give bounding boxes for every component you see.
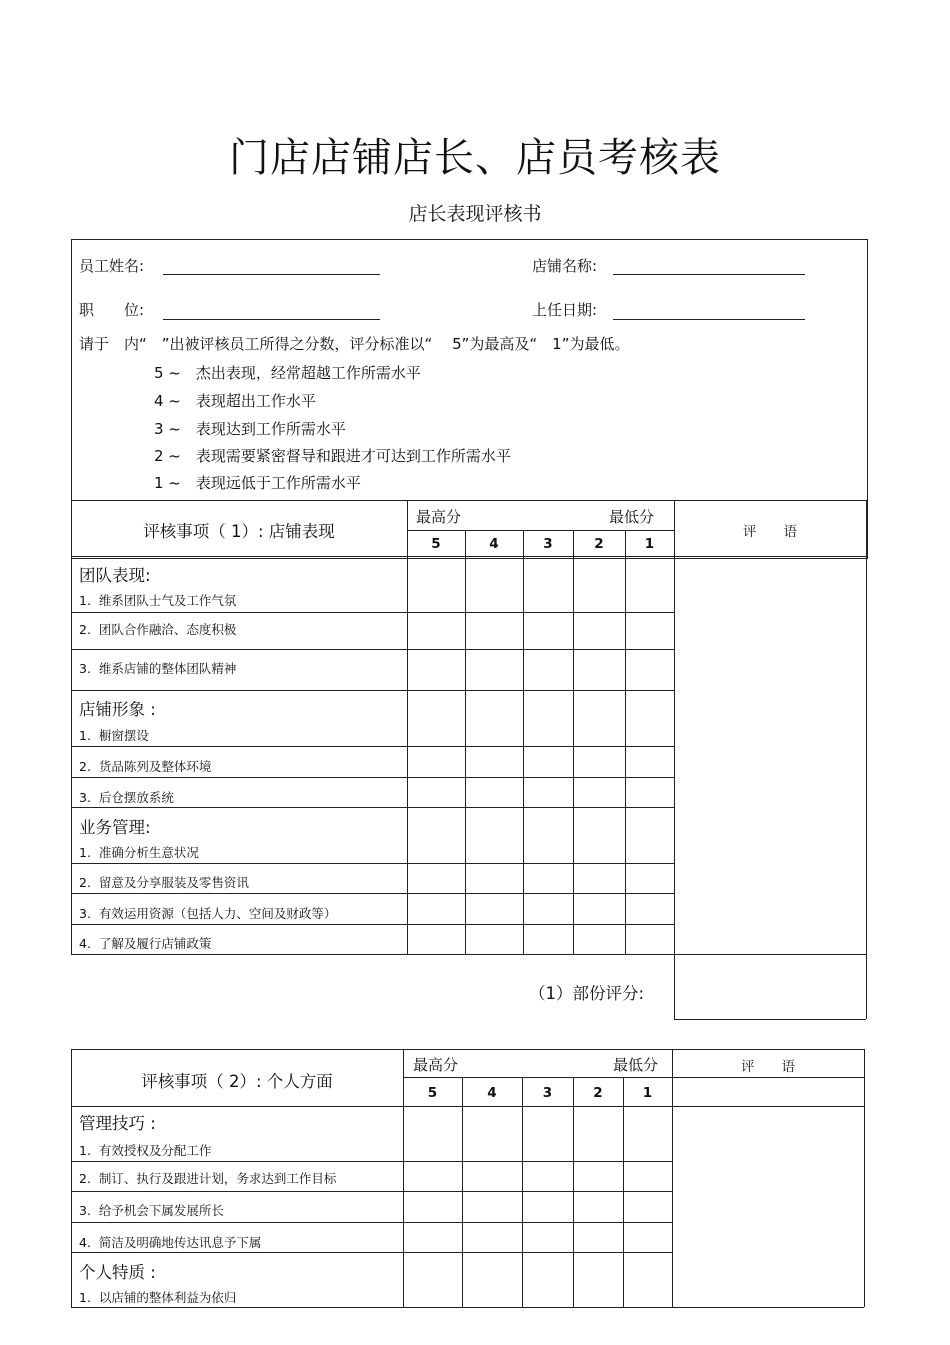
- start-date-field[interactable]: [613, 319, 805, 320]
- criterion-label: 4. 简洁及明确地传达讯息予下属: [79, 1235, 262, 1250]
- criterion-label: 3. 维系店铺的整体团队精神: [79, 661, 237, 676]
- employee-name-field[interactable]: [163, 274, 380, 275]
- score-header-5: 5: [431, 536, 441, 552]
- criterion-label: 2. 留意及分享服装及零售资讯: [79, 875, 249, 890]
- start-date-label: 上任日期:: [532, 301, 598, 319]
- score-header-3: 3: [542, 1085, 553, 1101]
- criterion-label: 1. 橱窗摆设: [79, 728, 149, 743]
- criterion-label: 2. 团队合作融洽、态度积极: [79, 622, 237, 637]
- score-header-5: 5: [427, 1085, 438, 1101]
- score-header-1: 1: [642, 1085, 653, 1101]
- criterion-label: 4. 了解及履行店铺政策: [79, 936, 212, 951]
- section1-subtotal-label: （1）部份评分:: [529, 984, 645, 1003]
- criterion-label: 3. 后仓摆放系统: [79, 790, 174, 805]
- store-name-field[interactable]: [613, 274, 805, 275]
- criterion-label: 1. 维系团队士气及工作气氛: [79, 593, 237, 608]
- comment-header: 评 语: [743, 524, 797, 540]
- criterion-label: 2. 制订、执行及跟进计划，务求达到工作目标: [79, 1171, 337, 1186]
- score-header-2: 2: [593, 1085, 603, 1101]
- min-score-label: 最低分: [613, 1056, 659, 1074]
- scale-item: 4 ~ 表现超出工作水平: [154, 392, 316, 410]
- criterion-label: 1. 准确分析生意状况: [79, 845, 199, 860]
- score-header-3: 3: [543, 536, 553, 552]
- group-title: 团队表现:: [79, 566, 151, 585]
- scale-item: 2 ~ 表现需要紧密督导和跟进才可达到工作所需水平: [154, 447, 511, 465]
- scale-item: 1 ~ 表现远低于工作所需水平: [154, 474, 361, 492]
- score-header-2: 2: [594, 536, 604, 552]
- criterion-label: 3. 有效运用资源（包括人力、空间及财政等）: [79, 906, 337, 921]
- page-title: 门店店铺店长、店员考核表: [229, 135, 721, 181]
- score-header-4: 4: [487, 1085, 497, 1101]
- group-title: 个人特质 :: [79, 1263, 156, 1282]
- form-subtitle: 店长表现评核书: [408, 203, 542, 225]
- position-label: 职 位:: [79, 301, 145, 319]
- max-score-label: 最高分: [416, 508, 462, 526]
- score-header-4: 4: [489, 536, 499, 552]
- instruction-text: 请于 内“ ”出被评核员工所得之分数，评分标准以“ 5”为最高及“ 1”为最低。: [79, 335, 630, 353]
- section2-header: 评核事项（ 2）: 个人方面: [141, 1072, 333, 1091]
- position-field[interactable]: [163, 319, 380, 320]
- section1-subtotal-field[interactable]: [675, 955, 865, 1018]
- group-title: 业务管理:: [79, 818, 151, 837]
- scale-item: 3 ~ 表现达到工作所需水平: [154, 420, 346, 438]
- max-score-label: 最高分: [413, 1056, 459, 1074]
- criterion-label: 1. 有效授权及分配工作: [79, 1143, 212, 1158]
- group-title: 管理技巧 :: [79, 1114, 156, 1133]
- criterion-label: 3. 给予机会下属发展所长: [79, 1203, 224, 1218]
- criterion-label: 2. 货品陈列及整体环境: [79, 759, 212, 774]
- section1-header: 评核事项（ 1）: 店铺表现: [143, 522, 335, 541]
- criterion-label: 1. 以店铺的整体利益为依归: [79, 1290, 237, 1305]
- comment-header: 评 语: [741, 1059, 795, 1075]
- group-title: 店铺形象 :: [79, 700, 156, 719]
- scale-item: 5 ~ 杰出表现，经常超越工作所需水平: [154, 364, 421, 382]
- employee-name-label: 员工姓名:: [79, 257, 145, 275]
- min-score-label: 最低分: [609, 508, 655, 526]
- store-name-label: 店铺名称:: [532, 257, 598, 275]
- score-header-1: 1: [644, 536, 655, 552]
